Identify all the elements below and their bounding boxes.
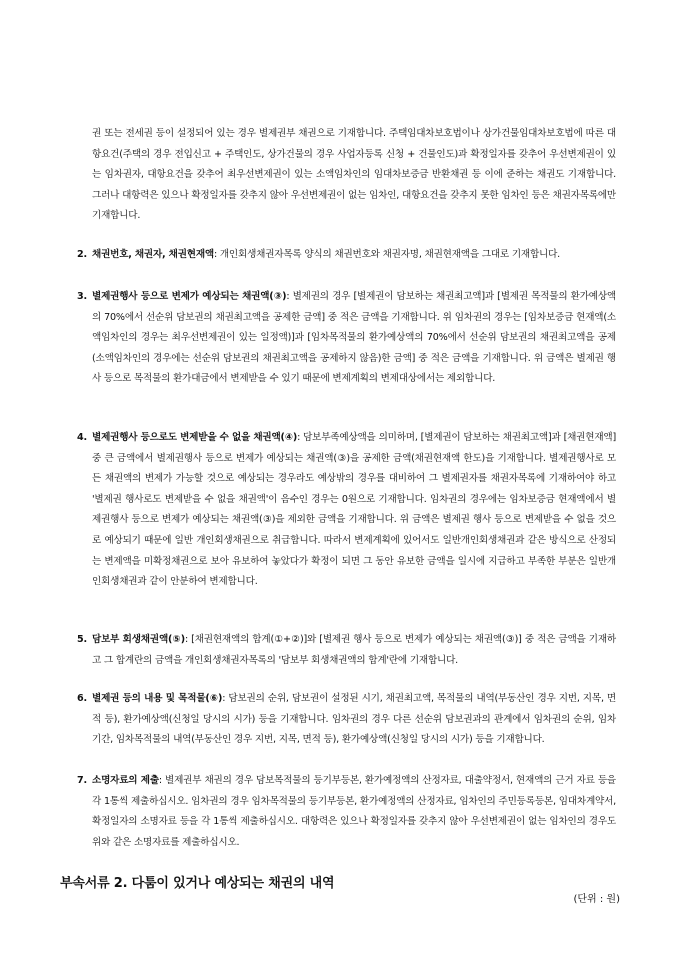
unit-label: (단위 : 원) — [573, 894, 620, 905]
item-body — [92, 630, 616, 671]
item-text: : 별제권부 채권의 경우 담보목적물의 등기부등본, 환가예정액의 산정자료, 대출약정서, 현재액의 근거 자료 등을 각 1통씩 제출하십시오. 임차권의 경우 임차목적물의 등기부등본, 환가예정액의 산정자료, 임차인의 주민등록등본, 임대차계약서, 확정일자의 소명자료 등을 각 1통씩 제출하십시오. 대항력은 있으나 확정일자를 갖추지 않아 우선변제권이 없는 임차인의 경우도 위와 같은 소명자료를 제출하십시오. — [92, 775, 616, 848]
item-number: 5. — [77, 634, 87, 645]
item-heading: 별제권 등의 내용 및 목적물(⑥) — [92, 693, 223, 704]
list-item-7 — [77, 771, 616, 853]
item-body — [92, 245, 616, 266]
list-item-6 — [77, 689, 616, 751]
item-number: 3. — [77, 291, 87, 302]
item-text: : [채권현재액의 합계(①+②)]와 [별제권 행사 등으로 변제가 예상되는 채권액(③)] 중 적은 금액을 기재하고 그 합계란의 금액을 개인회생채권자목록의 '담보부 회생채권액의 합계'란에 기재합니다. — [92, 634, 616, 666]
list-item-3 — [77, 287, 616, 390]
list-item-2 — [77, 245, 616, 266]
item-text: : 담보부족예상액을 의미하며, [별제권이 담보하는 채권최고액]과 [채권현재액] 중 큰 금액에서 별제권행사 등으로 변제가 예상되는 채권액(③)을 공제한 금액(채권현재액 한도)을 기재합니다. 별제권행사로 모든 채권액의 변제가 가능할 것으로 예상되는 경우라도 예상밖의 경우를 대비하여 그 별제권자를 채권자목록에 기재하여야 하고 '별제권 행사로도 변제받을 수 없을 채권액'이 음수인 경우는 0원으로 기재합니다. 임차권의 경우에는 임차보증금 현재액에서 별제권행사 등으로 변제가 예상되는 채권액(③)을 제외한 금액을 기재합니다. 위 금액은 별제권 행사 등으로 변제받을 수 없을 것으로 예상되기 때문에 일반 개인회생채권으로 취급합니다. 따라서 변제계획에 있어서도 일반개인회생채권과 같은 방식으로 산정되는 변제액을 미확정채권으로 보아 유보하여 놓았다가 확정이 되면 그 동안 유보한 금액을 일시에 지급하고 부족한 부분은 일반개인회생채권과 같이 안분하여 변제합니다. — [92, 432, 617, 588]
item-body — [92, 771, 616, 853]
item-text: : 담보권의 순위, 담보권이 설정된 시기, 채권최고액, 목적물의 내역(부동산인 경우 지번, 지목, 면적 등), 환가예상액(신청일 당시의 시가) 등을 기재합니다. 임차권의 경우 다른 선순위 담보권과의 관계에서 임차권의 순위, 임차기간, 임차목적물의 내역(부동산인 경우 지번, 지목, 면적 등), 환가예상액(신청일 당시의 시가) 등을 기재합니다. — [92, 693, 616, 746]
item-body — [92, 689, 616, 751]
item-heading: 소명자료의 제출 — [92, 775, 159, 786]
item-heading: 담보부 회생채권액(⑤) — [92, 634, 185, 645]
item-text: : 개인회생채권자목록 양식의 채권번호와 채권자명, 채권현재액을 그대로 기재합니다. — [213, 249, 561, 260]
item-text: : 별제권의 경우 [별제권이 담보하는 채권최고액]과 [별제권 목적물의 환가예상액의 70%에서 선순위 담보권의 채권최고액을 공제한 금액] 중 적은 금액을 기재합니다. 위 임차권의 경우는 [임차보증금 현재액(소액임차인의 경우는 최우선변제권이 있는 일정액)]과 [임차목적물의 환가예상액의 70%에서 선순위 담보권의 채권최고액을 공제(소액임차인의 경우에는 선순위 담보권의 채권최고액을 공제하지 않음)한 금액] 중 적은 금액을 기재합니다. 위 금액은 별제권 행사 등으로 목적물의 환가대금에서 변제받을 수 있기 때문에 변제계획의 변제대상에서는 제외합니다. — [92, 291, 616, 385]
list-item-5 — [77, 630, 616, 671]
item-heading: 별제권행사 등으로도 변제받을 수 없을 채권액(④) — [92, 432, 298, 443]
item-heading: 채권번호, 채권자, 채권현재액 — [92, 249, 214, 260]
item-number: 4. — [77, 432, 87, 443]
item-heading: 별제권행사 등으로 변제가 예상되는 채권액(③) — [92, 291, 287, 302]
item-body — [92, 428, 616, 593]
item-number: 6. — [77, 693, 87, 704]
item-number: 2. — [77, 249, 87, 260]
item-body — [92, 287, 616, 390]
list-item-4 — [77, 428, 616, 593]
intro-paragraph: 권 또는 전세권 등이 설정되어 있는 경우 별제권부 채권으로 기재합니다. 주택임대차보호법이나 상가건물임대차보호법에 따른 대항요건(주택의 경우 전입신고 + 주택인도, 상가건물의 경우 사업자등록 신청 + 건물인도)과 확정일자를 갖추어 우선변제권이 있는 임차권자, 대항요건을 갖추어 최우선변제권이 있는 소액임차인의 임대차보증금 반환채권 등 이에 준하는 채권도 기재합니다. 그러나 대항력은 있으나 확정일자를 갖추지 않아 우선변제권이 없는 임차인, 대항요건을 갖추지 못한 임차인 등은 채권자목록에만 기재합니다. — [92, 128, 616, 222]
item-number: 7. — [77, 775, 87, 786]
appendix-title: 부속서류 2. 다툼이 있거나 예상되는 채권의 내역 — [60, 876, 335, 891]
